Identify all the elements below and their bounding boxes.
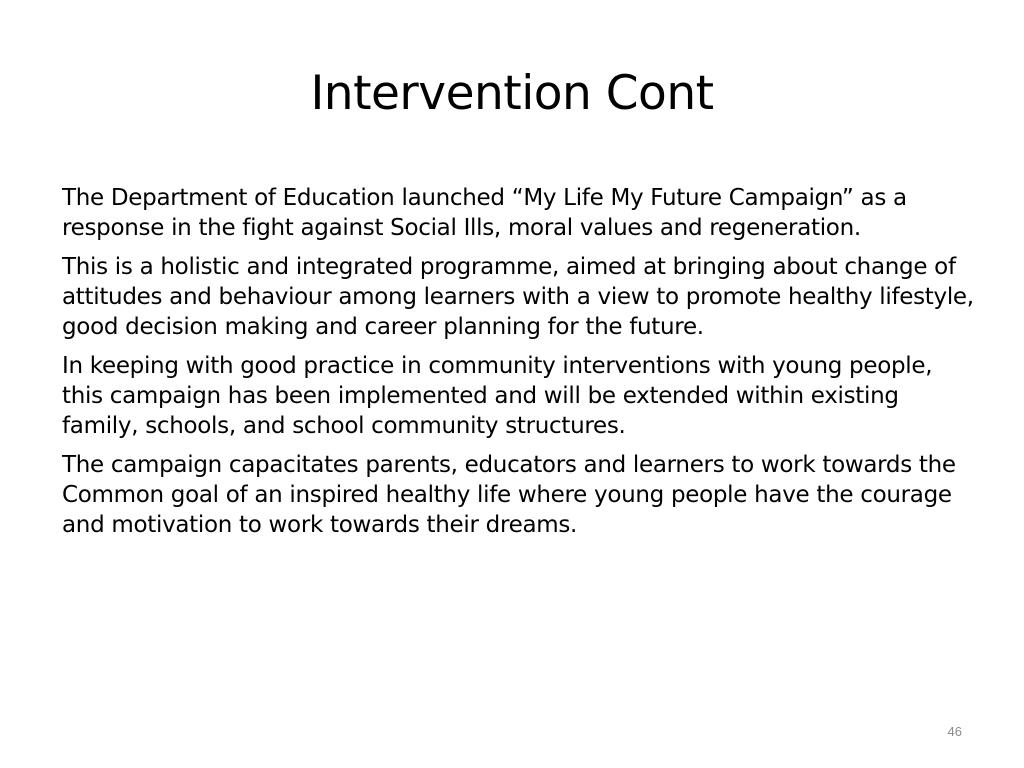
body-paragraph-4: The campaign capacitates parents, educators and learners to work towards the Common goal of an inspired healthy life where young people have the courage and motivation to work towards their dreams. [62, 452, 956, 538]
page-number: 46 [947, 724, 962, 739]
slide-body [62, 183, 977, 549]
slide-title: Intervention Cont [310, 66, 714, 121]
body-paragraph-2: This is a holistic and integrated programme, aimed at bringing about change of attitudes and behaviour among learners with a view to promote healthy lifestyle, good decision making and career planning for the future. [62, 254, 974, 340]
body-paragraph-1: The Department of Education launched “My Life My Future Campaign” as a response in the fight against Social Ills, moral values and regeneration. [62, 185, 907, 241]
body-paragraph-3: In keeping with good practice in community interventions with young people, this campaign has been implemented and will be extended within existing family, schools, and school community structures. [62, 353, 933, 439]
